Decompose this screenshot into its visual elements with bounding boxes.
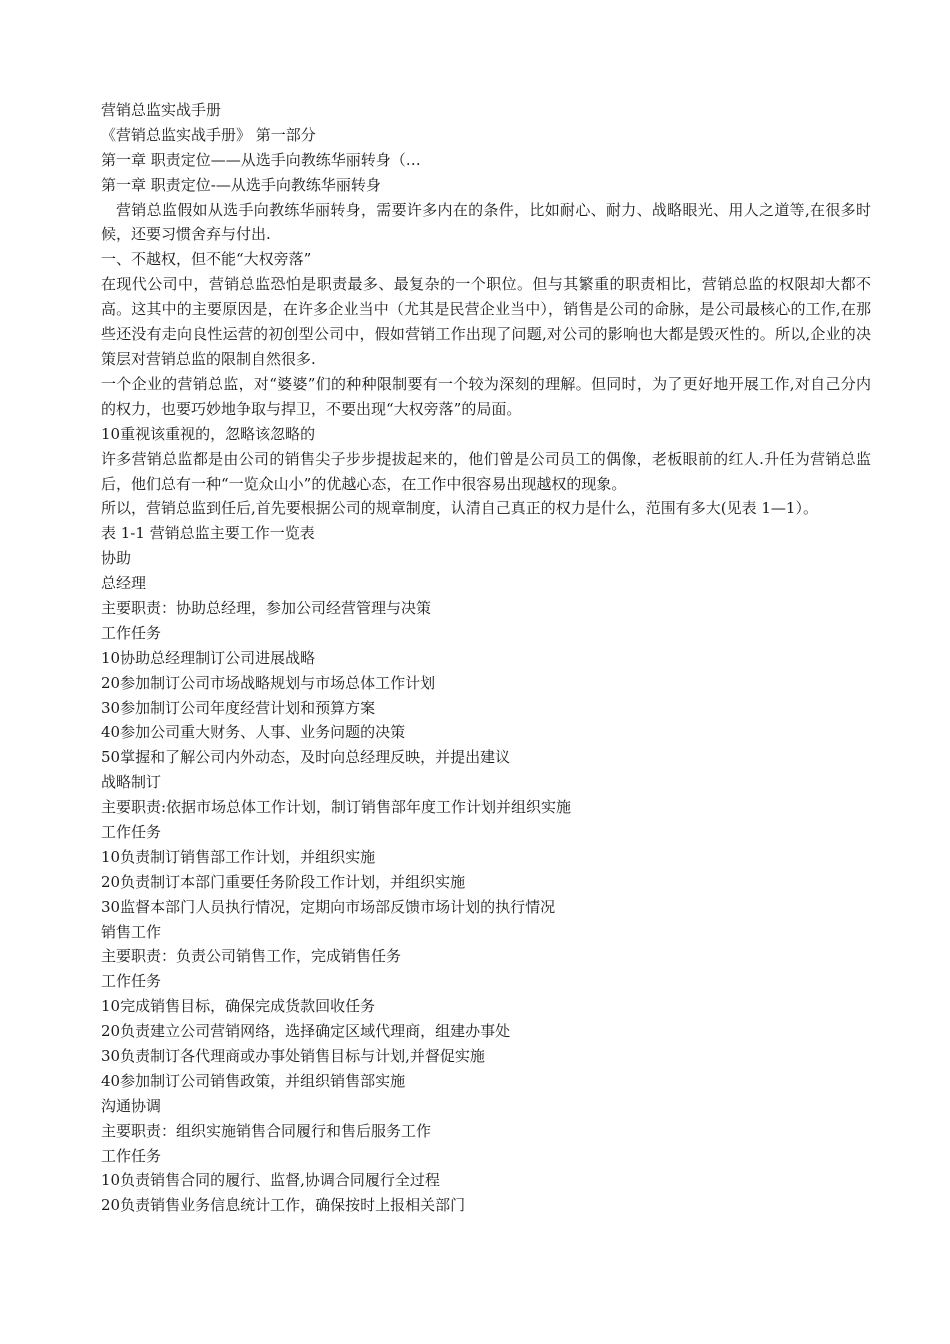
chapter-heading-truncated: 第一章 职责定位——从选手向教练华丽转身（… xyxy=(101,150,421,169)
subsection-heading: 10重视该重视的，忽略该忽略的 xyxy=(101,424,316,443)
table-line: 50掌握和了解公司内外动态，及时向总经理反映，并提出建议 xyxy=(101,748,511,767)
table-line: 10完成销售目标，确保完成货款回收任务 xyxy=(101,997,376,1016)
table-line: 30监督本部门人员执行情况，定期向市场部反馈市场计划的执行情况 xyxy=(101,897,556,916)
body-paragraph: 许多营销总监都是由公司的销售尖子步步提拔起来的，他们曾是公司员工的偶像，老板眼前的红人.升任为营销总监后，他们总有一种“一览众山小”的优越心态，在工作中很容易出现越权的现象。 xyxy=(101,449,871,493)
table-line: 30参加制订公司年度经营计划和预算方案 xyxy=(101,698,376,717)
section-heading: 一、不越权，但不能“大权旁落” xyxy=(101,250,312,269)
table-line: 工作任务 xyxy=(101,623,162,642)
table-line: 主要职责：协助总经理，参加公司经营管理与决策 xyxy=(101,598,432,617)
table-line: 10负责制订销售部工作计划，并组织实施 xyxy=(101,847,376,866)
body-paragraph: 一个企业的营销总监，对“婆婆”们的种种限制要有一个较为深刻的理解。但同时，为了更好地开展工作,对自己分内的权力，也要巧妙地争取与捍卫，不要出现“大权旁落”的局面。 xyxy=(101,374,871,418)
table-line: 30负责制订各代理商或办事处销售目标与计划,并督促实施 xyxy=(101,1047,485,1066)
document-subtitle: 《营销总监实战手册》 第一部分 xyxy=(101,125,316,144)
body-paragraph: 在现代公司中，营销总监恐怕是职责最多、最复杂的一个职位。但与其繁重的职责相比，营销总监的权限却大都不高。这其中的主要原因是，在许多企业当中（尤其是民营企业当中），销售是公司的命脉，是公司最核心的工作,在那些还没有走向良性运营的初创型公司中，假如营销工作出现了问题,对公司的影响也大都是毁灭性的。所以,企业的决策层对营销总监的限制自然很多. xyxy=(101,275,871,368)
table-line: 40参加制订公司销售政策，并组织销售部实施 xyxy=(101,1071,406,1090)
table-line: 工作任务 xyxy=(101,972,162,991)
table-line: 战略制订 xyxy=(101,773,162,792)
table-line: 总经理 xyxy=(101,574,147,593)
chapter-heading: 第一章 职责定位-—从选手向教练华丽转身 xyxy=(101,175,381,194)
table-line: 工作任务 xyxy=(101,1146,162,1165)
document-title: 营销总监实战手册 xyxy=(101,101,222,119)
document-page xyxy=(101,98,871,1218)
table-line: 工作任务 xyxy=(101,823,162,841)
table-line: 20参加制订公司市场战略规划与市场总体工作计划 xyxy=(101,673,436,692)
table-title: 表 1-1 营销总监主要工作一览表 xyxy=(101,524,315,543)
table-line: 协助 xyxy=(101,549,132,568)
table-line: 主要职责：组织实施销售合同履行和售后服务工作 xyxy=(101,1121,432,1140)
intro-paragraph: 营销总监假如从选手向教练华丽转身，需要许多内在的条件，比如耐心、耐力、战略眼光、用人之道等,在很多时候，还要习惯舍弃与付出. xyxy=(101,200,871,244)
table-line: 20负责建立公司营销网络，选择确定区域代理商，组建办事处 xyxy=(101,1022,511,1041)
table-line: 10协助总经理制订公司进展战略 xyxy=(101,648,316,667)
table-line: 40参加公司重大财务、人事、业务问题的决策 xyxy=(101,723,406,742)
table-line: 20负责销售业务信息统计工作，确保按时上报相关部门 xyxy=(101,1196,466,1215)
table-line: 主要职责：负责公司销售工作，完成销售任务 xyxy=(101,947,402,966)
table-line: 沟通协调 xyxy=(101,1096,162,1115)
table-content xyxy=(101,546,871,1218)
table-line: 主要职责:依据市场总体工作计划，制订销售部年度工作计划并组织实施 xyxy=(101,798,572,817)
table-line: 20负责制订本部门重要任务阶段工作计划，并组织实施 xyxy=(101,872,466,891)
table-line: 10负责销售合同的履行、监督,协调合同履行全过程 xyxy=(101,1171,440,1190)
table-line: 销售工作 xyxy=(101,922,162,941)
body-paragraph: 所以，营销总监到任后,首先要根据公司的规章制度，认清自己真正的权力是什么，范围有多大(见表 1—1）。 xyxy=(101,499,818,518)
